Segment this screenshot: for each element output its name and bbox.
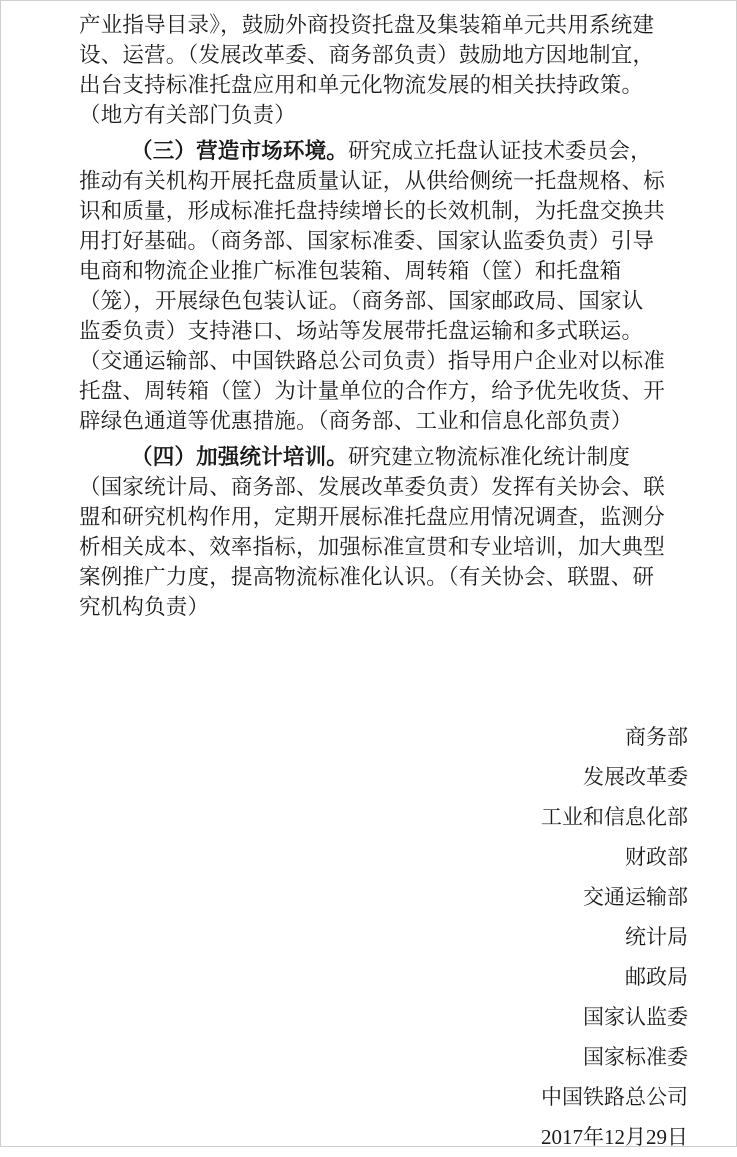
signatory: 发展改革委 (583, 765, 688, 789)
text-line: 究机构负责） (79, 595, 210, 620)
section-heading-3: （三）营造市场环境。 (131, 139, 349, 164)
paragraph-statistics-training (79, 443, 699, 623)
text-line: 电商和物流企业推广标准包装箱、周转箱（筐）和托盘箱 (79, 259, 622, 284)
text-line: 盟和研究机构作用，定期开展标准托盘应用情况调查，监测分 (79, 505, 665, 530)
signatory: 国家认监委 (583, 1005, 688, 1029)
signature-block (541, 717, 688, 1157)
paragraph-continuation (79, 11, 699, 131)
text-line: 产业指导目录》，鼓励外商投资托盘及集装箱单元共用系统建 (79, 13, 655, 38)
text-line: （笼），开展绿色包装认证。（商务部、国家邮政局、国家认 (79, 289, 644, 314)
signatory: 财政部 (625, 845, 688, 869)
signatory: 工业和信息化部 (541, 805, 688, 829)
document-date: 2017年12月29日 (541, 1125, 688, 1149)
text-line: 监委负责）支持港口、场站等发展带托盘运输和多式联运。 (79, 319, 644, 344)
text-line: 设、运营。（发展改革委、商务部负责）鼓励地方因地制宜， (79, 43, 655, 68)
text-line: 用打好基础。（商务部、国家标准委、国家认监委负责）引导 (79, 229, 655, 254)
text-line: 析相关成本、效率指标，加强标准宣贯和专业培训，加大典型 (79, 535, 665, 560)
paragraph-market-environment (79, 137, 699, 437)
text-line (79, 137, 699, 167)
text-line: 识和质量，形成标准托盘持续增长的长效机制，为托盘交换共 (79, 199, 665, 224)
text-span: 研究成立托盘认证技术委员会， (348, 139, 652, 164)
signatory: 国家标准委 (583, 1045, 688, 1069)
text-line: （交通运输部、中国铁路总公司负责）指导用户企业对以标准 (79, 349, 665, 374)
document-body (79, 11, 699, 623)
text-line: （地方有关部门负责） (79, 103, 297, 128)
section-heading-4: （四）加强统计培训。 (131, 445, 349, 470)
text-span: 研究建立物流标准化统计制度 (348, 445, 631, 470)
text-line: 辟绿色通道等优惠措施。（商务部、工业和信息化部负责） (79, 409, 633, 434)
signatory: 交通运输部 (583, 885, 688, 909)
text-line: 推动有关机构开展托盘质量认证，从供给侧统一托盘规格、标 (79, 169, 665, 194)
signatory: 邮政局 (625, 965, 688, 989)
signatory: 中国铁路总公司 (541, 1085, 688, 1109)
signatory: 商务部 (625, 725, 688, 749)
text-line: 托盘、周转箱（筐）为计量单位的合作方，给予优先收货、开 (79, 379, 665, 404)
signatory: 统计局 (625, 925, 688, 949)
text-line: 出台支持标准托盘应用和单元化物流发展的相关扶持政策。 (79, 73, 644, 98)
text-line: （国家统计局、商务部、发展改革委负责）发挥有关协会、联 (79, 475, 665, 500)
text-line (79, 443, 699, 473)
text-line: 案例推广力度，提高物流标准化认识。（有关协会、联盟、研 (79, 565, 655, 590)
